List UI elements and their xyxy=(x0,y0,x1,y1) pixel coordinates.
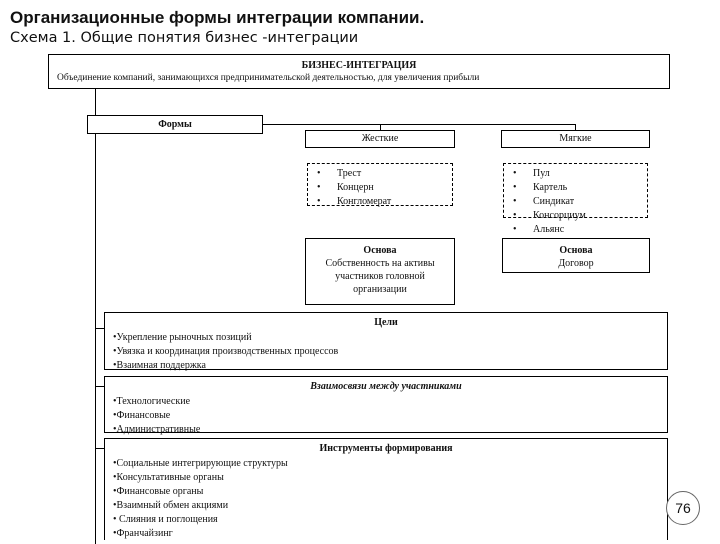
list-item: • Технологические xyxy=(113,395,667,409)
connector-relations-branch xyxy=(95,386,104,387)
soft-forms-list xyxy=(509,167,586,237)
forms-label: Формы xyxy=(158,119,192,130)
rigid-basis-heading: Основа xyxy=(363,245,397,256)
slide-subtitle: Схема 1. Общие понятия бизнес -интеграции xyxy=(10,30,359,46)
list-item: • Административные xyxy=(113,423,667,437)
tools-box xyxy=(104,438,668,540)
business-integration-box xyxy=(48,54,670,89)
list-item: • Концерн xyxy=(313,181,391,195)
connector-goals-branch xyxy=(95,328,104,329)
goals-box xyxy=(104,312,668,370)
soft-forms-box xyxy=(501,130,650,148)
list-item: • Консорциум xyxy=(509,209,586,223)
list-item: • Франчайзинг xyxy=(113,527,667,541)
soft-basis-heading: Основа xyxy=(559,245,593,256)
goals-heading: Цели xyxy=(374,317,398,328)
rigid-basis-line: организации xyxy=(353,284,407,295)
tools-list xyxy=(113,457,667,541)
forms-box xyxy=(87,115,263,134)
connector-left-vertical xyxy=(95,88,96,544)
connector-forms-horizontal xyxy=(262,124,575,125)
list-item: • Финансовые xyxy=(113,409,667,423)
list-item: • Укрепление рыночных позиций xyxy=(113,331,667,345)
list-item: • Социальные интегрирующие структуры xyxy=(113,457,667,471)
relations-list xyxy=(113,395,667,437)
relations-heading: Взаимосвязи между участниками xyxy=(310,381,462,392)
list-item: • Консультативные органы xyxy=(113,471,667,485)
tools-heading: Инструменты формирования xyxy=(319,443,453,454)
business-integration-description: Объединение компаний, занимающихся предпринимательской деятельностью, для увеличения прибыли xyxy=(57,73,480,83)
goals-list xyxy=(113,331,667,373)
list-item: • Синдикат xyxy=(509,195,586,209)
business-integration-heading: БИЗНЕС-ИНТЕГРАЦИЯ xyxy=(301,60,417,71)
rigid-forms-list xyxy=(313,167,391,209)
list-item: • Конгломерат xyxy=(313,195,391,209)
slide-title: Организационные формы интеграции компании. xyxy=(10,8,425,27)
list-item: • Альянс xyxy=(509,223,586,237)
connector-tools-branch xyxy=(95,448,104,449)
rigid-forms-label: Жесткие xyxy=(361,133,399,144)
soft-forms-label: Мягкие xyxy=(559,133,592,144)
list-item: • Трест xyxy=(313,167,391,181)
page-number: 76 xyxy=(675,500,691,516)
rigid-basis-line: Собственность на активы xyxy=(325,258,435,269)
soft-basis-box xyxy=(502,238,650,273)
soft-basis-text: Договор xyxy=(558,258,594,269)
list-item: • Взаимная поддержка xyxy=(113,359,667,373)
list-item: • Финансовые органы xyxy=(113,485,667,499)
relations-box xyxy=(104,376,668,433)
list-item: • Увязка и координация производственных процессов xyxy=(113,345,667,359)
list-item: • Пул xyxy=(509,167,586,181)
rigid-basis-line: участников головной xyxy=(335,271,425,282)
page-number-badge xyxy=(666,491,700,525)
list-item: • Слияния и поглощения xyxy=(113,513,667,527)
rigid-basis-box xyxy=(305,238,455,305)
list-item: • Картель xyxy=(509,181,586,195)
rigid-forms-box xyxy=(305,130,455,148)
list-item: • Взаимный обмен акциями xyxy=(113,499,667,513)
